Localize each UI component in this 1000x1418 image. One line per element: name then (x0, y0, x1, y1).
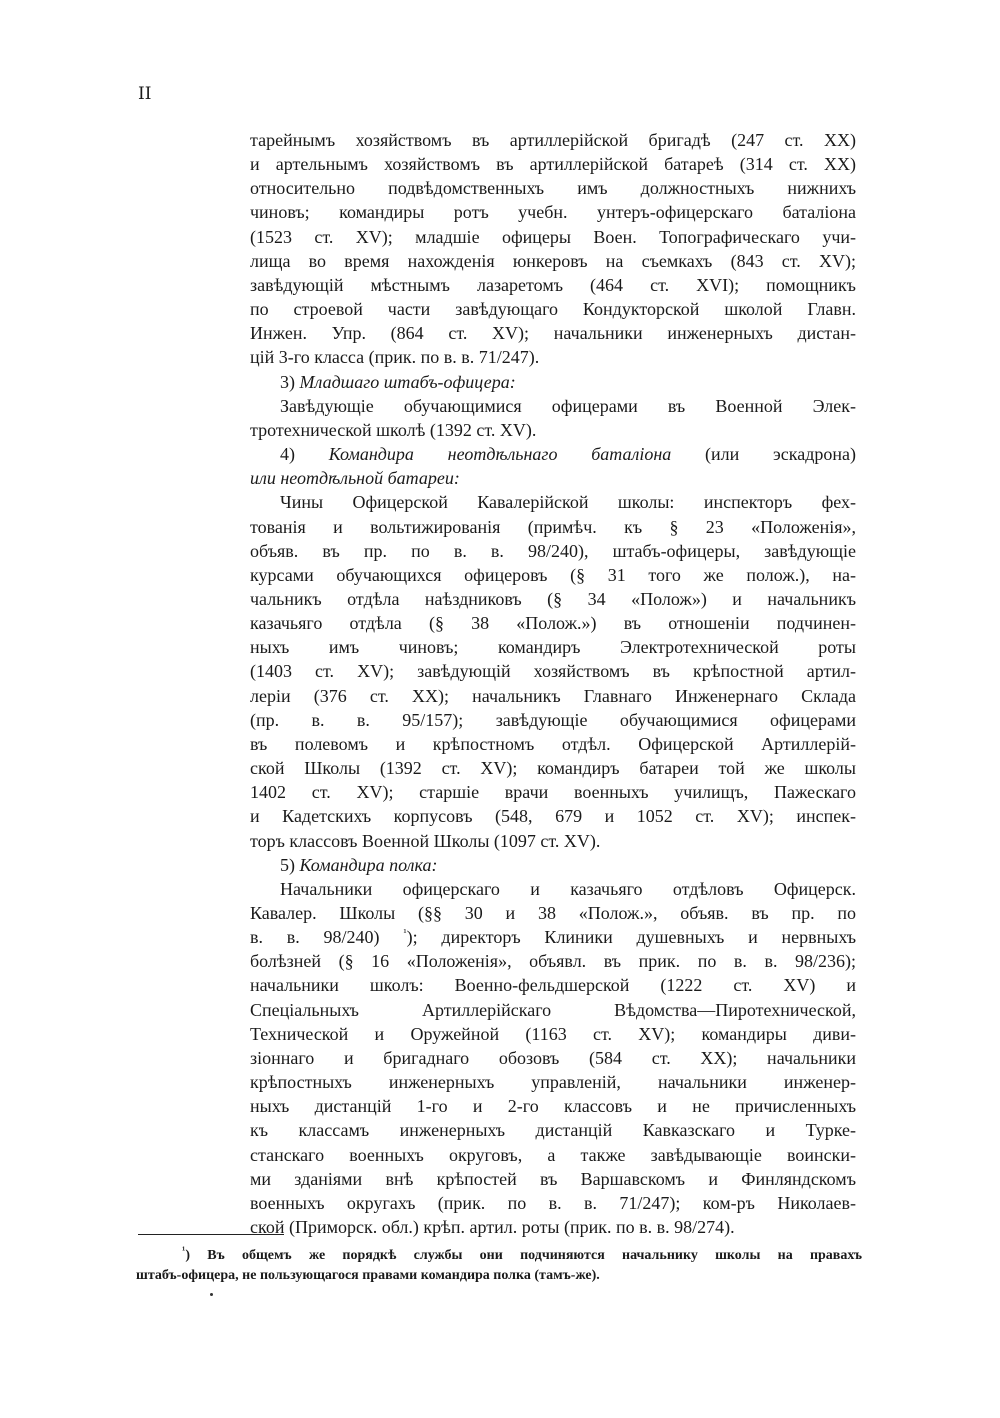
text-line: Технической и Оружейной (1163 ст. XV); командиры диви- (250, 1023, 856, 1044)
section-title: Младшаго штабъ-офицера: (299, 371, 516, 392)
text-line: Чины Офицерской Кавалерійской школы: инспекторъ фех- (280, 492, 856, 513)
text-fragment: ); директоръ Клиники душевныхъ и нервныхъ (406, 927, 856, 948)
footnote-divider (138, 1234, 284, 1235)
text-line: 1402 ст. XV); старшіе врачи военныхъ училищъ, Пажескаго (250, 782, 856, 803)
text-line: объяв. въ пр. по в. в. 98/240), штабъ-офицеры, завѣдующіе (250, 540, 856, 561)
text-line: Завѣдующіе обучающимися офицерами въ Военной Элек- (280, 395, 856, 416)
footnote-reference[interactable]: ¹ (403, 927, 407, 940)
text-line: ми зданіями внѣ крѣпостей въ Варшавскомъ и Финляндскомъ (250, 1168, 856, 1189)
page-number: II (138, 84, 152, 104)
text-line: торъ классовъ Военной Школы (1097 ст. XV). (250, 830, 601, 851)
section-number: 4) (280, 444, 295, 465)
text-line: (1403 ст. XV); завѣдующій хозяйствомъ въ крѣпостной артил- (250, 661, 856, 682)
text-line: ныхъ имъ чиновъ; командиръ Электротехнической роты (250, 637, 856, 658)
text-line: чиновъ; командиры ротъ учебн. унтеръ-офицерскаго баталіона (250, 202, 856, 223)
text-line: начальники школъ: Военно-фельдшерской (1222 ст. XV) и (250, 975, 856, 996)
section-3-heading (250, 370, 856, 394)
text-line: къ классамъ инженерныхъ дистанцій Кавказскаго и Турке- (250, 1120, 856, 1141)
footnote (136, 1246, 862, 1286)
footnote-line: штабъ-офицера, не пользующагося правами командира полка (тамъ-же). (136, 1268, 600, 1283)
section-5-heading (250, 853, 856, 877)
print-speck (210, 1293, 213, 1296)
text-line: чальникъ отдѣла наѣздниковъ (§ 34 «Полож») и начальникъ (250, 588, 856, 609)
section-4-heading (250, 442, 856, 466)
text-line: крѣпостныхъ инженерныхъ управленій, начальники инженер- (250, 1072, 856, 1093)
text-line: тротехнической школѣ (1392 ст. XV). (250, 419, 537, 440)
section-title: Командира полка: (299, 854, 438, 875)
section-number: 3) (280, 371, 295, 392)
text-line: и Кадетскихъ корпусовъ (548, 679 и 1052 ст. XV); инспек- (250, 806, 856, 827)
section-title: Командира неотдѣльнаго баталіона (328, 444, 672, 465)
footnote-text: ) Въ общемъ же порядкѣ службы они подчиняются начальнику школы на правахъ (185, 1248, 862, 1263)
text-fragment: в. в. 98/240) (250, 927, 404, 948)
text-line: леріи (376 ст. XX); начальникъ Главнаго Инженернаго Склада (250, 685, 856, 706)
text-line: по строевой части завѣдующаго Кондукторской школой Главн. (250, 299, 856, 320)
text-line: Кавалер. Школы (§§ 30 и 38 «Полож.», объяв. въ пр. по (250, 903, 856, 923)
text-line: въ полевомъ и крѣпостномъ отдѣл. Офицерской Артиллерій- (250, 733, 856, 754)
text-line: тарейнымъ хозяйствомъ въ артиллерійской бригадѣ (247 ст. XX) (250, 130, 856, 150)
main-text (250, 128, 856, 1239)
text-line: станскаго военныхъ округовъ, а также завѣдывающіе воински- (250, 1144, 856, 1165)
text-line: завѣдующій мѣстнымъ лазаретомъ (464 ст. XVI); помощникъ (250, 274, 856, 295)
text-line: военныхъ округахъ (прик. по в. в. 71/247); ком-ръ Николаев- (250, 1192, 856, 1213)
text-line: лища во время нахожденія юнкеровъ на съемкахъ (843 ст. XV); (250, 250, 856, 271)
footnote-marker: ¹ (182, 1244, 186, 1257)
text-line: (пр. в. в. 95/157); завѣдующіе обучающимися офицерами (250, 709, 856, 730)
text-line: Инжен. Упр. (864 ст. XV); начальники инженерныхъ дистан- (250, 323, 856, 344)
text-line: казачьяго отдѣла (§ 38 «Полож.») въ отношеніи подчинен- (250, 613, 856, 634)
text-line: и артельнымъ хозяйствомъ въ артиллерійской батареѣ (314 ст. XX) (250, 154, 856, 175)
text-line (250, 925, 856, 949)
section-number: 5) (280, 854, 295, 875)
text-line: ской Школы (1392 ст. XV); командиръ батареи той же школы (250, 758, 856, 779)
text-line: (1523 ст. XV); младшіе офицеры Воен. Топографическаго учи- (250, 226, 856, 247)
text-line: относительно подвѣдомственныхъ имъ должностныхъ нижнихъ (250, 178, 856, 199)
text-line: тованія и вольтижированія (примѣч. къ § 23 «Положенія», (250, 516, 856, 537)
text-line: цій 3-го класса (прик. по в. в. 71/247). (250, 347, 540, 368)
text-line: зіоннаго и бригаднаго обозовъ (584 ст. XX); начальники (250, 1047, 856, 1068)
section-title-note: (или эскадрона) (671, 444, 856, 465)
text-line: Спеціальныхъ Артиллерійскаго Вѣдомства—Пиротехнической, (250, 999, 856, 1020)
text-line: курсами обучающихся офицеровъ (§ 31 того же полож.), на- (250, 564, 856, 585)
text-line: ныхъ дистанцій 1-го и 2-го классовъ и не причисленныхъ (250, 1096, 856, 1117)
text-line: болѣзней (§ 16 «Положенія», объявл. въ прик. по в. в. 98/236); (250, 951, 856, 972)
section-title-continued: или неотдѣльной батареи: (250, 468, 460, 489)
footnote-line (136, 1246, 862, 1266)
text-line: Начальники офицерскаго и казачьяго отдѣловъ Офицерск. (280, 878, 856, 899)
text-line: ской (Приморск. обл.) крѣп. артил. роты (прик. по в. в. 98/274). (250, 1217, 735, 1238)
